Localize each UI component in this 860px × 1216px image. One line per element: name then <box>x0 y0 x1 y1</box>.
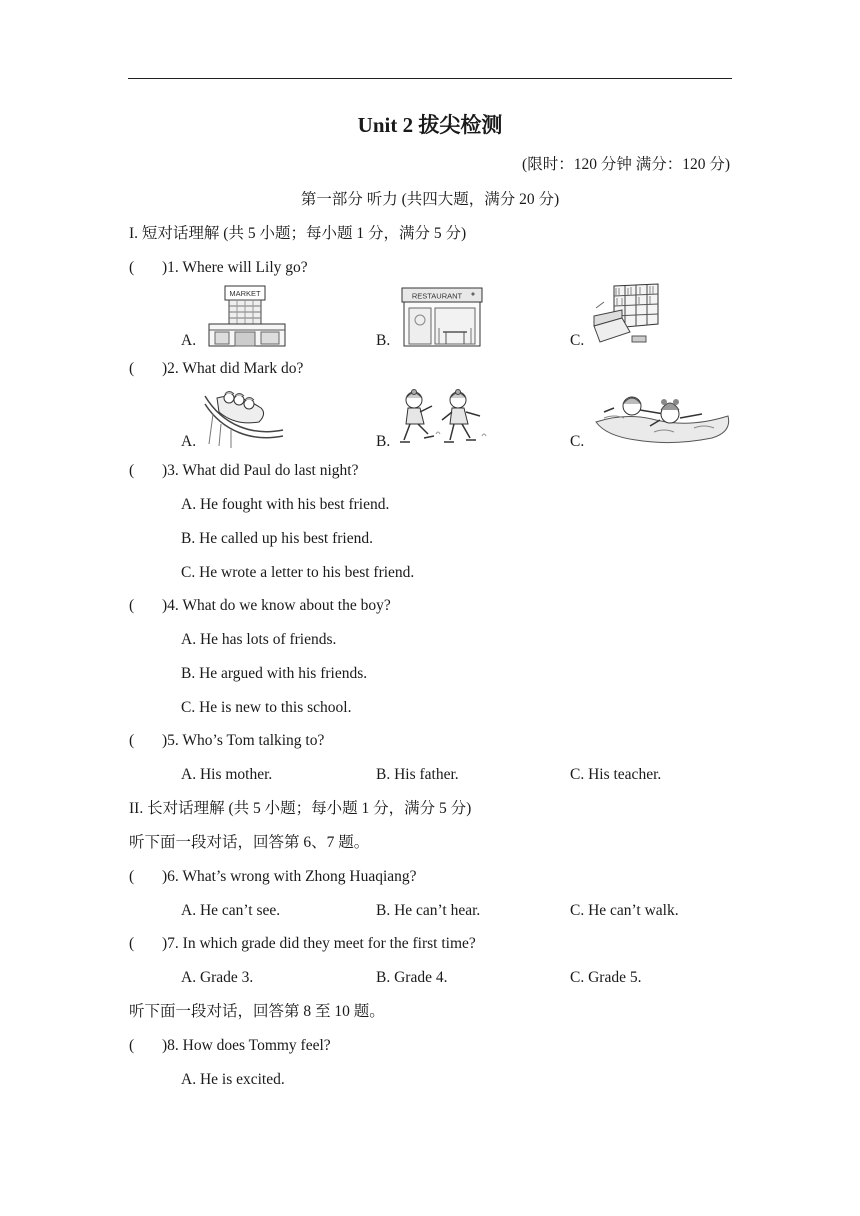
q6-option-b: B. He can’t hear. <box>376 902 481 919</box>
answer-paren: ( <box>129 360 135 377</box>
market-building-icon <box>207 284 287 353</box>
q2-option-b-letter: B. <box>376 433 391 450</box>
q6-option-c: C. He can’t walk. <box>570 902 679 919</box>
part-heading: 第一部分 听力 (共四大题，满分 20 分) <box>300 191 560 208</box>
q4-option-c: C. He is new to this school. <box>181 699 352 716</box>
answer-paren: ( <box>129 259 135 276</box>
answer-paren: ( <box>129 462 135 479</box>
q4-option-b: B. He argued with his friends. <box>181 665 368 682</box>
q1-option-a-letter: A. <box>181 332 197 349</box>
q8-option-a: A. He is excited. <box>181 1071 285 1088</box>
restaurant-storefront-icon <box>401 286 483 353</box>
q7-option-a: A. Grade 3. <box>181 969 254 986</box>
question-7: )7. In which grade did they meet for the first time? <box>162 935 476 952</box>
time-limit: (限时：120 分钟 满分：120 分) <box>522 156 730 173</box>
answer-paren: ( <box>129 732 135 749</box>
question-3: )3. What did Paul do last night? <box>162 462 359 479</box>
q3-option-b: B. He called up his best friend. <box>181 530 373 547</box>
q1-option-c-letter: C. <box>570 332 585 349</box>
q5-option-b: B. His father. <box>376 766 459 783</box>
ice-skating-kids-icon <box>400 388 492 453</box>
q1-option-b-letter: B. <box>376 332 391 349</box>
swimming-kids-icon <box>594 388 730 451</box>
q5-option-a: A. His mother. <box>181 766 273 783</box>
page-title: Unit 2 拔尖检测 <box>357 113 503 137</box>
q7-option-b: B. Grade 4. <box>376 969 448 986</box>
q3-option-a: A. He fought with his best friend. <box>181 496 390 513</box>
library-bookshelves-icon <box>592 282 668 353</box>
question-8: )8. How does Tommy feel? <box>162 1037 331 1054</box>
section2-intro-2: 听下面一段对话，回答第 8 至 10 题。 <box>129 1003 385 1020</box>
question-2: )2. What did Mark do? <box>162 360 304 377</box>
section2-intro-1: 听下面一段对话，回答第 6、7 题。 <box>129 834 370 851</box>
market-sign: MARKET <box>229 289 261 298</box>
question-4: )4. What do we know about the boy? <box>162 597 391 614</box>
question-1: )1. Where will Lily go? <box>162 259 308 276</box>
roller-coaster-icon <box>203 386 285 455</box>
q6-option-a: A. He can’t see. <box>181 902 281 919</box>
section1-heading: I. 短对话理解 (共 5 小题；每小题 1 分，满分 5 分) <box>129 225 467 242</box>
q7-option-c: C. Grade 5. <box>570 969 642 986</box>
q2-option-c-letter: C. <box>570 433 585 450</box>
q4-option-a: A. He has lots of friends. <box>181 631 337 648</box>
answer-paren: ( <box>129 1037 135 1054</box>
q5-option-c: C. His teacher. <box>570 766 662 783</box>
answer-paren: ( <box>129 597 135 614</box>
section2-heading: II. 长对话理解 (共 5 小题；每小题 1 分，满分 5 分) <box>129 800 472 817</box>
q2-option-a-letter: A. <box>181 433 197 450</box>
top-rule <box>128 78 732 79</box>
restaurant-sign: RESTAURANT <box>411 291 463 301</box>
question-5: )5. Who’s Tom talking to? <box>162 732 325 749</box>
answer-paren: ( <box>129 935 135 952</box>
answer-paren: ( <box>129 868 135 885</box>
q3-option-c: C. He wrote a letter to his best friend. <box>181 564 415 581</box>
question-6: )6. What’s wrong with Zhong Huaqiang? <box>162 868 417 885</box>
